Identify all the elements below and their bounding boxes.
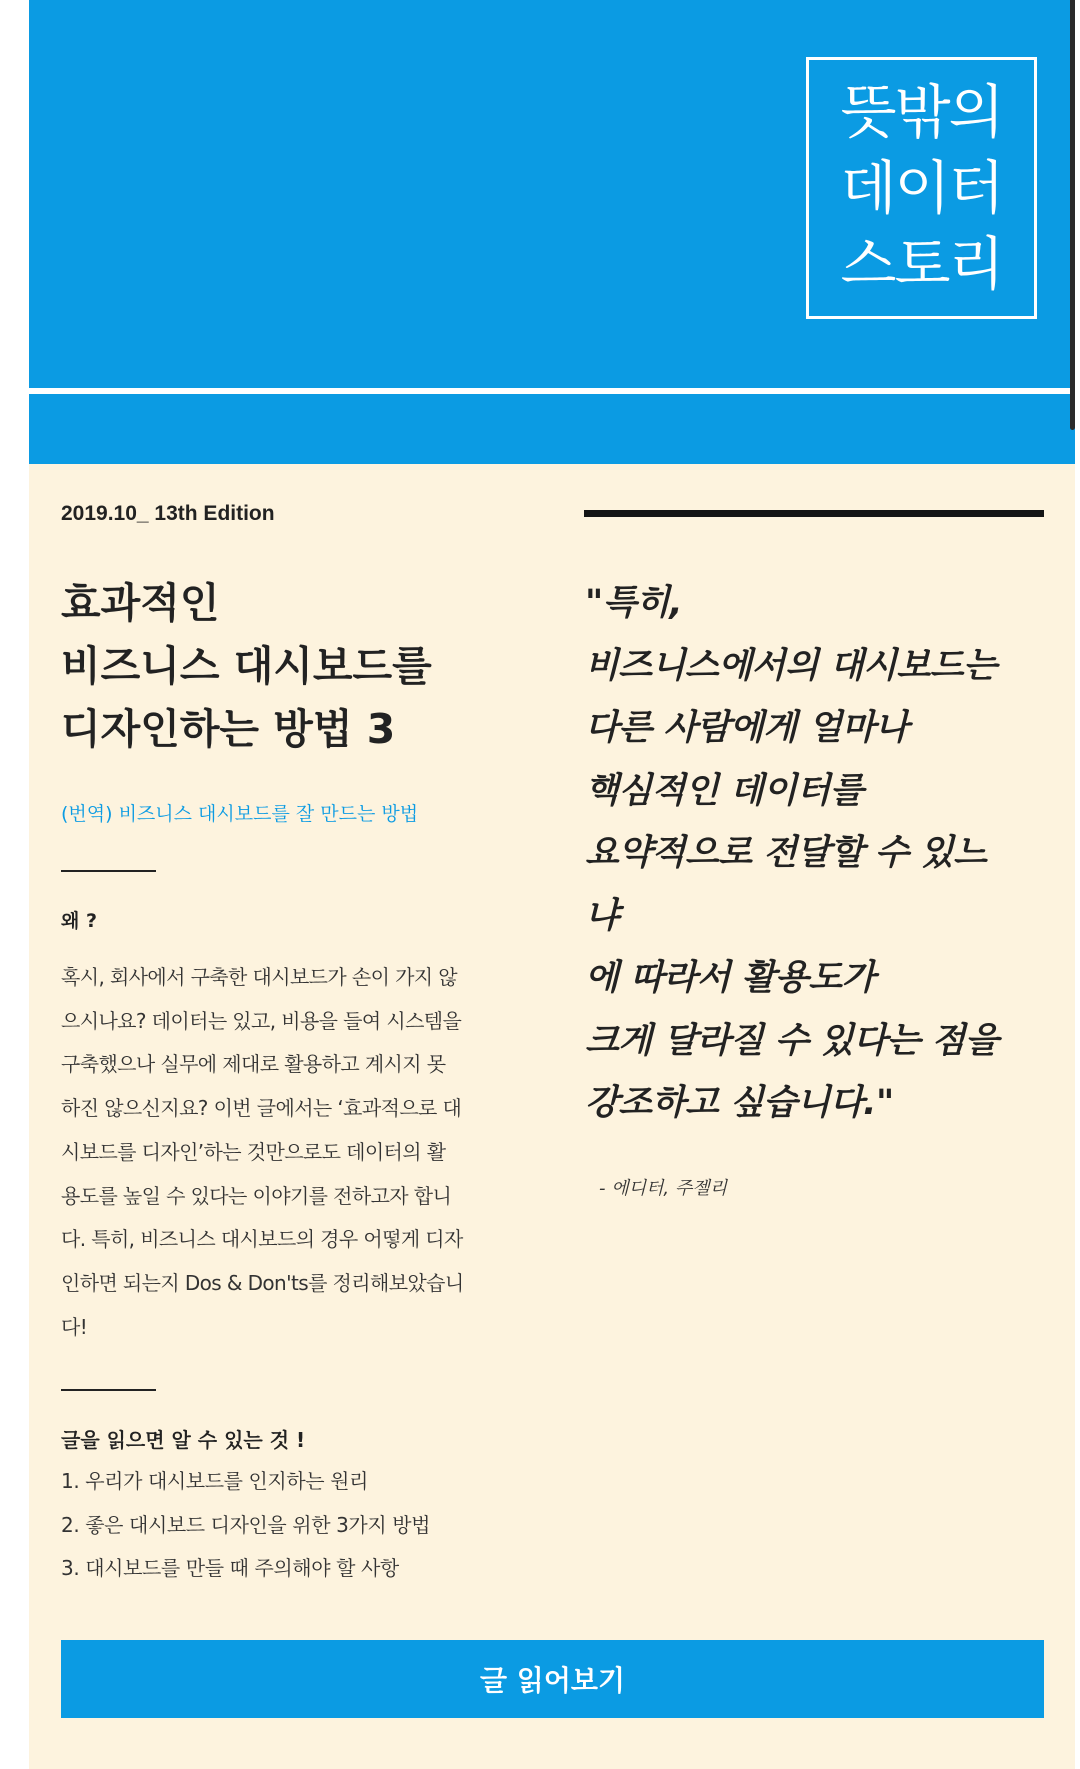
translation-link[interactable]: (번역) 비즈니스 대시보드를 잘 만드는 방법 [61, 803, 419, 825]
learn-heading: 글을 읽으면 알 수 있는 것 ! [61, 1428, 306, 1452]
body-line: 다! [61, 1314, 88, 1339]
body-line: 하진 않으신지요? 이번 글에서는 ‘효과적으로 대 [61, 1096, 462, 1121]
body-line: 으시나요? 데이터는 있고, 비용을 들여 시스템을 [61, 1008, 462, 1033]
quote-line: 비즈니스에서의 대시보드는 [585, 645, 997, 686]
title-line-2: 비즈니스 대시보드를 [61, 642, 432, 690]
list-item: 2. 좋은 대시보드 디자인을 위한 3가지 방법 [61, 1512, 431, 1537]
list-item: 1. 우리가 대시보드를 인지하는 원리 [61, 1469, 368, 1493]
body-line: 구축했으나 실무에 제대로 활용하고 계시지 못 [61, 1052, 446, 1077]
list-item: 3. 대시보드를 만들 때 주의해야 할 사항 [61, 1556, 399, 1580]
why-heading: 왜 ? [61, 910, 97, 932]
quote-author: - 에디터, 주젤리 [599, 1178, 727, 1199]
quote-line: "특히, [585, 583, 683, 623]
body-line: 혹시, 회사에서 구축한 대시보드가 손이 가지 않 [61, 965, 457, 989]
learn-list [61, 1460, 541, 1591]
quote-line: 냐 [585, 895, 619, 936]
scrollbar-thumb[interactable] [1070, 0, 1075, 430]
read-article-button[interactable]: 글 읽어보기 [61, 1640, 1044, 1718]
quote-line: 강조하고 싶습니다." [585, 1083, 894, 1123]
body-line: 인하면 되는지 Dos & Don'ts를 정리해보았습니 [61, 1270, 464, 1295]
quote-line: 요약적으로 전달할 수 있느 [585, 833, 987, 873]
quote-line: 크게 달라질 수 있다는 점을 [585, 1020, 999, 1061]
hero-banner [29, 0, 1075, 388]
quote-line: 에 따라서 활용도가 [585, 958, 875, 998]
logo-line-3: 스토리 [840, 230, 1003, 298]
logo-line-2: 데이터 [840, 154, 1003, 222]
article-title [61, 572, 571, 761]
quote-line: 다른 사람에게 얼마나 [585, 708, 909, 748]
quote-line: 핵심적인 데이터를 [585, 770, 864, 811]
intro-paragraph [61, 956, 529, 1349]
edition-label: 2019.10_ 13th Edition [61, 502, 275, 525]
body-line: 다. 특히, 비즈니스 대시보드의 경우 어떻게 디자 [61, 1227, 463, 1252]
logo-line-1: 뜻밖의 [840, 78, 1003, 146]
section-divider [61, 1389, 156, 1391]
title-line-3: 디자인하는 방법 3 [61, 705, 396, 753]
body-line: 용도를 높일 수 있다는 이야기를 전하고자 합니 [61, 1183, 452, 1208]
brand-logo [806, 57, 1037, 319]
title-line-1: 효과적인 [61, 579, 220, 627]
hero-bottom-band [29, 394, 1075, 464]
section-divider [61, 870, 156, 872]
editor-quote [585, 572, 1055, 1135]
quote-top-rule [584, 510, 1044, 517]
newsletter-page [29, 0, 1075, 1769]
body-line: 시보드를 디자인’하는 것만으로도 데이터의 활 [61, 1139, 446, 1164]
